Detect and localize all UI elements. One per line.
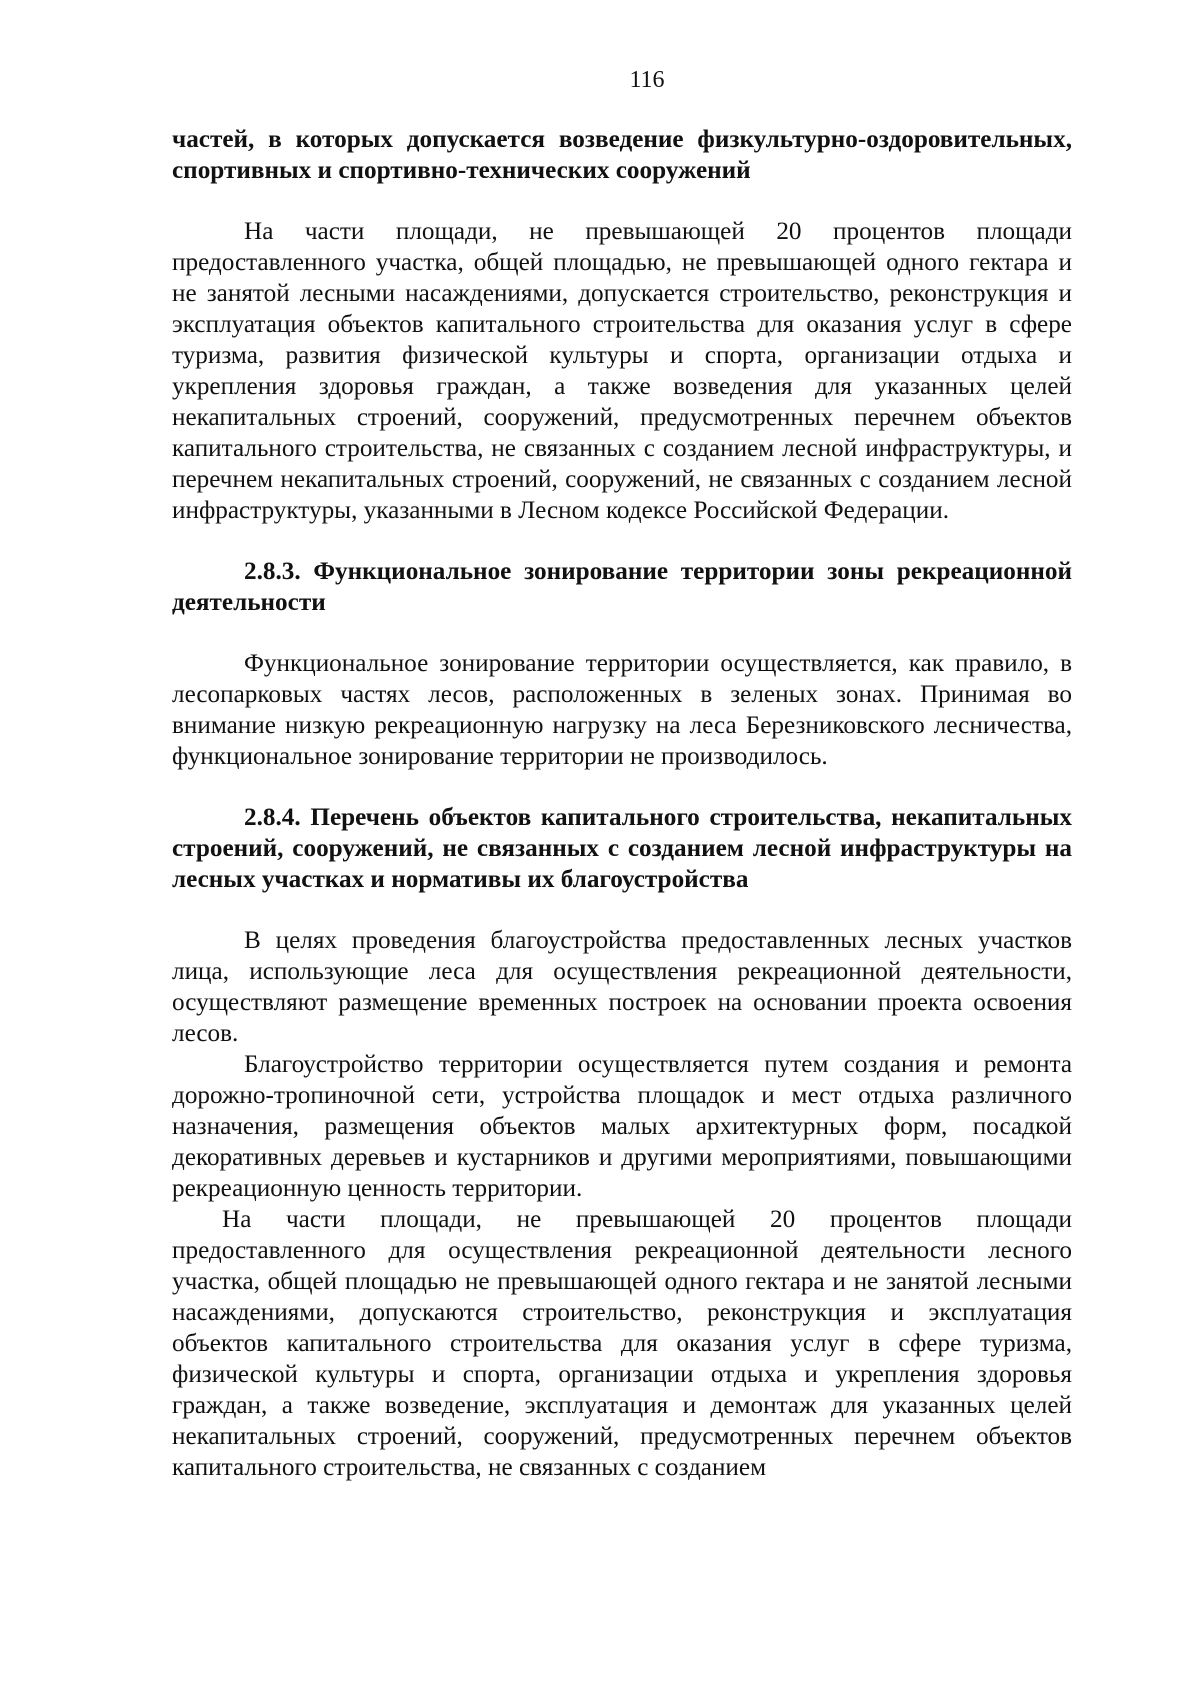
- section-heading-continued: частей, в которых допускается возведение физкультурно-оздоровительных, спортивных и спортивно-технических сооружений: [172, 126, 1072, 184]
- paragraph: В целях проведения благоустройства предоставленных лесных участков лица, использующие леса для осуществления рекреационной деятельности, осуществляют размещение временных построек на основании проекта освоения лесов.: [172, 927, 1072, 1047]
- paragraph: На части площади, не превышающей 20 процентов площади предоставленного для осуществления рекреационной деятельности лесного участка, общей площадью не превышающей одного гектара и не занятой лесными насаждениями, допускаются строительство, реконструкция и эксплуатация объектов капитального строительства для оказания услуг в сфере туризма, физической культуры и спорта, организации отдыха и укрепления здоровья граждан, а также возведение, эксплуатация и демонтаж для указанных целей некапитальных строений, сооружений, предусмотренных перечнем объектов капитального строительства, не связанных с созданием: [172, 1206, 1072, 1481]
- spacer: [172, 618, 1072, 648]
- page-number: 116: [629, 67, 665, 93]
- section-heading-2-8-3: 2.8.3. Функциональное зонирование территории зоны рекреационной деятельности: [172, 558, 1072, 616]
- section-heading-2-8-4: 2.8.4. Перечень объектов капитального строительства, некапитальных строений, сооружений, не связанных с созданием лесной инфраструктуры на лесных участках и нормативы их благоустройства: [172, 804, 1072, 893]
- spacer: [172, 186, 1072, 216]
- spacer: [172, 526, 1072, 556]
- paragraph: Функциональное зонирование территории осуществляется, как правило, в лесопарковых частях лесов, расположенных в зеленых зонах. Принимая во внимание низкую рекреационную нагрузку на леса Березниковского лесничества, функциональное зонирование территории не производилось.: [172, 650, 1072, 770]
- spacer: [172, 895, 1072, 925]
- spacer: [172, 772, 1072, 802]
- paragraph: Благоустройство территории осуществляется путем создания и ремонта дорожно-тропиночной сети, устройства площадок и мест отдыха различного назначения, размещения объектов малых архитектурных форм, посадкой декоративных деревьев и кустарников и другими мероприятиями, повышающими рекреационную ценность территории.: [172, 1051, 1072, 1202]
- paragraph: На части площади, не превышающей 20 процентов площади предоставленного участка, общей площадью, не превышающей одного гектара и не занятой лесными насаждениями, допускается строительство, реконструкция и эксплуатация объектов капитального строительства для оказания услуг в сфере туризма, развития физической культуры и спорта, организации отдыха и укрепления здоровья граждан, а также возведения для указанных целей некапитальных строений, сооружений, предусмотренных перечнем объектов капитального строительства, не связанных с созданием лесной инфраструктуры, и перечнем некапитальных строений, сооружений, не связанных с созданием лесной инфраструктуры, указанными в Лесном кодексе Российской Федерации.: [172, 218, 1072, 524]
